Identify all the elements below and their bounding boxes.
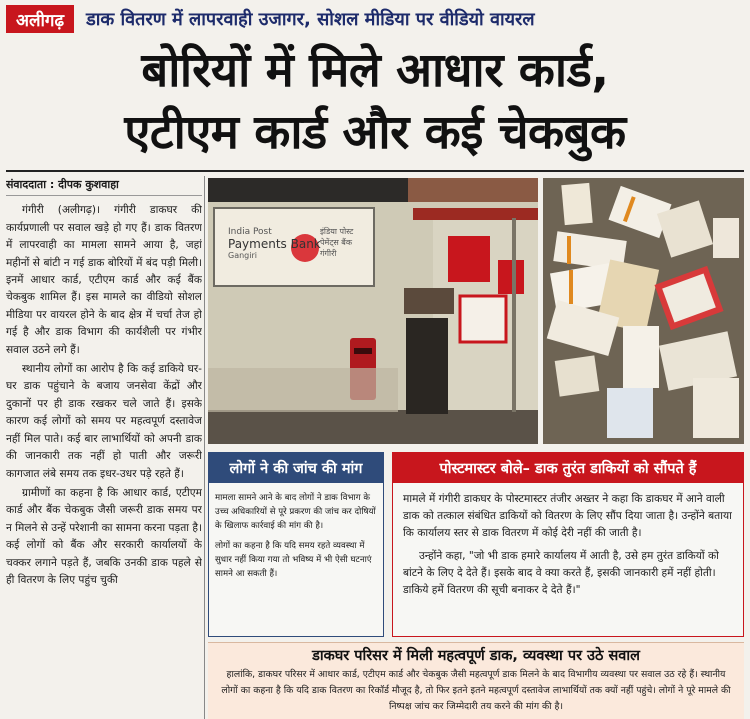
- demand-box-body: [209, 483, 383, 595]
- article-column: [6, 176, 202, 719]
- kicker-text: डाक वितरण में लापरवाही उजागर, सोशल मीडिया पर वीडियो वायरल: [86, 9, 535, 30]
- sign-line-4: Gangiri: [228, 251, 257, 260]
- postmaster-box-paragraph-2: उन्होंने कहा, "जो भी डाक हमारे कार्यालय में आती है, उसे हम तुरंत डाकियों को बांटने के लिए दे देते हैं। इसके बाद वे क्या करते हैं, इसकी जानकारी हमें नहीं होती। डाकिये हमें वितरण की सूची बनाकर दे देते हैं।": [403, 550, 719, 596]
- postmaster-box: [392, 452, 744, 637]
- premises-box: [208, 642, 744, 719]
- sign-hindi-1: इंडिया पोस्ट: [320, 227, 354, 236]
- headline-line-2: एटीएम कार्ड और कई चेकबुक: [124, 105, 626, 160]
- sign-hindi-2: पेमेंट्स बैंक: [320, 238, 353, 247]
- post-office-illustration: [208, 178, 538, 444]
- demand-box-paragraph-1: मामला सामने आने के बाद लोगों ने डाक विभाग के उच्च अधिकारियों से पूरे प्रकरण की जांच कर दोषियों के खिलाफ कार्रवाई की मांग की है।: [215, 493, 376, 531]
- column-divider: [204, 176, 205, 719]
- postmaster-box-title: पोस्टमास्टर बोले– डाक तुरंत डाकियों को सौंपते हैं: [393, 453, 743, 483]
- scattered-mail-illustration: [543, 178, 744, 444]
- article-paragraph-1: गंगीरी (अलीगढ़)। गंगीरी डाकघर की कार्यप्रणाली पर सवाल खड़े हो गए हैं। डाक वितरण में लापरवाही का मामला सामने आया है, जहां महीनों से बांटी न गई डाक बोरियों में बंद पड़ी मिली। इनमें आधार कार्ड, एटीएम कार्ड और कई बैंक चेकबुक शामिल हैं। इस मामले का वीडियो सोशल मीडिया पर वायरल होने के बाद क्षेत्र में चर्चा तेज हो गई है और डाक विभाग की कार्यशैली पर गंभीर सवाल उठने लगे हैं।: [6, 204, 202, 356]
- sign-english: [228, 226, 321, 262]
- sign-hindi-3: गंगीरी: [320, 249, 337, 258]
- sign-line-3: Payments Bank: [228, 237, 321, 251]
- postmaster-box-paragraph-1: मामले में गंगीरी डाकघर के पोस्टमास्टर तंजीर अख्तर ने कहा कि डाकघर में आने वाली डाक को तत्काल संबंधित डाकियों को वितरण के लिए सौंप दिया जाता है। उन्होंने बताया कि कार्यालय स्तर से डाक वितरण में कोई देरी नहीं की जाती है।: [403, 493, 732, 539]
- demand-box-paragraph-2: लोगों का कहना है कि यदि समय रहते व्यवस्था में सुधार नहीं किया गया तो भविष्य में भी ऐसी घटनाएं सामने आ सकती हैं।: [215, 541, 372, 579]
- demand-box: [208, 452, 384, 637]
- kicker-strip: [6, 4, 744, 34]
- premises-box-body: हालांकि, डाकघर परिसर में आधार कार्ड, एटीएम कार्ड और चेकबुक जैसी महत्वपूर्ण डाक मिलने के बाद विभागीय व्यवस्था पर सवाल उठ रहे हैं। स्थानीय लोगों का कहना है कि यदि डाक वितरण का रिकॉर्ड मौजूद है, तो फिर इतने इतने महत्वपूर्ण दस्तावेज लाभार्थियों तक क्यों नहीं पहुंचे। लोगों ने पूरे मामले की निष्पक्ष जांच कर जिम्मेदारी तय करने की मांग की है।: [221, 669, 731, 712]
- scattered-mail-photo: [543, 178, 744, 444]
- location-tag: अलीगढ़: [6, 5, 74, 33]
- sign-line-2: India Post: [228, 227, 272, 237]
- premises-box-title: डाकघर परिसर में मिली महत्वपूर्ण डाक, व्यवस्था पर उठे सवाल: [312, 648, 640, 664]
- headline-line-1: बोरियों में मिले आधार कार्ड,: [141, 43, 609, 98]
- headline: [0, 40, 750, 164]
- sign-hindi: [320, 226, 353, 259]
- demand-box-title: लोगों ने की जांच की मांग: [209, 453, 383, 483]
- byline: संवाददाता : दीपक कुशवाहा: [6, 176, 202, 196]
- postmaster-box-body: [393, 483, 743, 613]
- post-office-photo: [208, 178, 538, 444]
- article-paragraph-2: स्थानीय लोगों का आरोप है कि कई डाकिये घर-घर डाक पहुंचाने के बजाय जनसेवा केंद्रों और दुकानों पर ही डाक रखकर चले जाते हैं। इसके कारण कई लोगों को समय पर महत्वपूर्ण दस्तावेज नहीं मिल पाते। कई बार लाभार्थियों को अपनी डाक की जानकारी तक नहीं हो पाती और जरूरी कागजात लंबे समय तक इधर-उधर पड़े रहते हैं।: [6, 363, 202, 480]
- headline-rule: [6, 170, 744, 172]
- article-paragraph-3: ग्रामीणों का कहना है कि आधार कार्ड, एटीएम कार्ड और बैंक चेकबुक जैसी जरूरी डाक समय पर न मिलने से उन्हें परेशानी का सामना करना पड़ता है। कई लोगों को बैंक और सरकारी कार्यालयों के चक्कर लगाने पड़ते हैं, जबकि उनकी डाक पहले से ही वितरण के लिए पहुंच चुकी: [6, 486, 202, 586]
